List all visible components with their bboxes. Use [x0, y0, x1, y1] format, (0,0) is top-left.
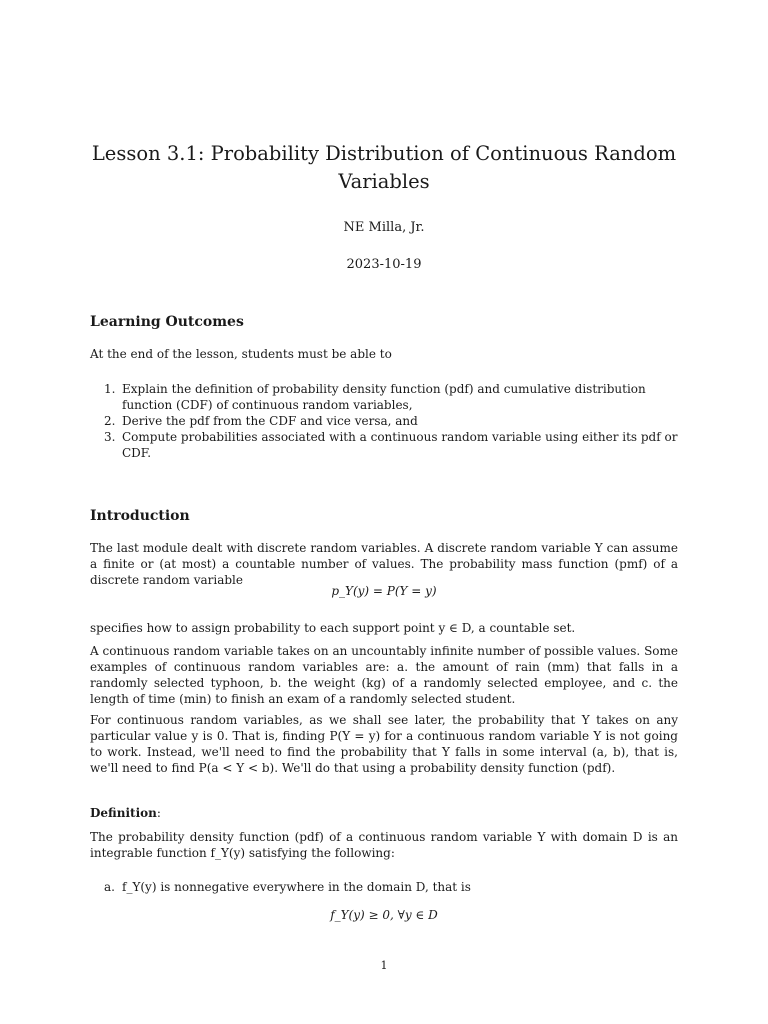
introduction-heading: Introduction: [90, 508, 190, 524]
pmf-equation: p_Y(y) = P(Y = y): [331, 584, 437, 598]
author: NE Milla, Jr.: [343, 220, 425, 235]
document-title: Lesson 3.1: Probability Distribution of Continuous Random Variables: [91, 142, 677, 193]
intro-paragraph-2: specifies how to assign probability to each support point y ∈ D, a countable set.: [90, 621, 576, 635]
page-number: 1: [380, 959, 388, 972]
definition-text: The probability density function (pdf) of a continuous random variable Y with domain D is an integrable function f_Y(y) satisfying the following:: [90, 830, 678, 860]
nonnegative-equation: f_Y(y) ≥ 0, ∀y ∈ D: [330, 908, 438, 922]
intro-paragraph-3: A continuous random variable takes on an uncountably infinite number of possible values. Some examples of continuous random variables are: a. the amount of rain (mm) that falls in a randomly selected typhoon, b. the weight (kg) of a randomly selected employee, and c. the length of time (min) to finish an exam of a randomly selected student.: [90, 644, 678, 706]
definition-label: Definition:: [90, 806, 161, 820]
learning-outcomes-section: [90, 313, 678, 331]
learning-outcomes-list: [90, 381, 678, 461]
intro-paragraph-4: For continuous random variables, as we shall see later, the probability that Y takes on any particular value y is 0. That is, finding P(Y = y) for a continuous random variable Y is not going to work. Instead, we'll need to find the probability that Y falls in some interval (a, b), that is, we'll need to find P(a < Y < b). We'll do that using a probability density function (pdf).: [90, 713, 678, 775]
learning-outcomes-heading: Learning Outcomes: [90, 314, 244, 330]
list-item: 2. Derive the pdf from the CDF and vice versa, and: [104, 414, 418, 428]
list-item: 3. Compute probabilities associated with a continuous random variable using either its pdf or CDF.: [104, 430, 678, 460]
intro-paragraph-1: The last module dealt with discrete random variables. A discrete random variable Y can assume a finite or (at most) a countable number of values. The probability mass function (pmf) of a discrete random variable: [90, 541, 678, 587]
learning-outcomes-intro: At the end of the lesson, students must be able to: [90, 347, 392, 361]
list-item: 1. Explain the definition of probability density function (pdf) and cumulative distribution function (CDF) of continuous random variables,: [104, 382, 646, 412]
definition-item-a: a. f_Y(y) is nonnegative everywhere in the domain D, that is: [104, 880, 471, 894]
date: 2023-10-19: [346, 257, 422, 272]
